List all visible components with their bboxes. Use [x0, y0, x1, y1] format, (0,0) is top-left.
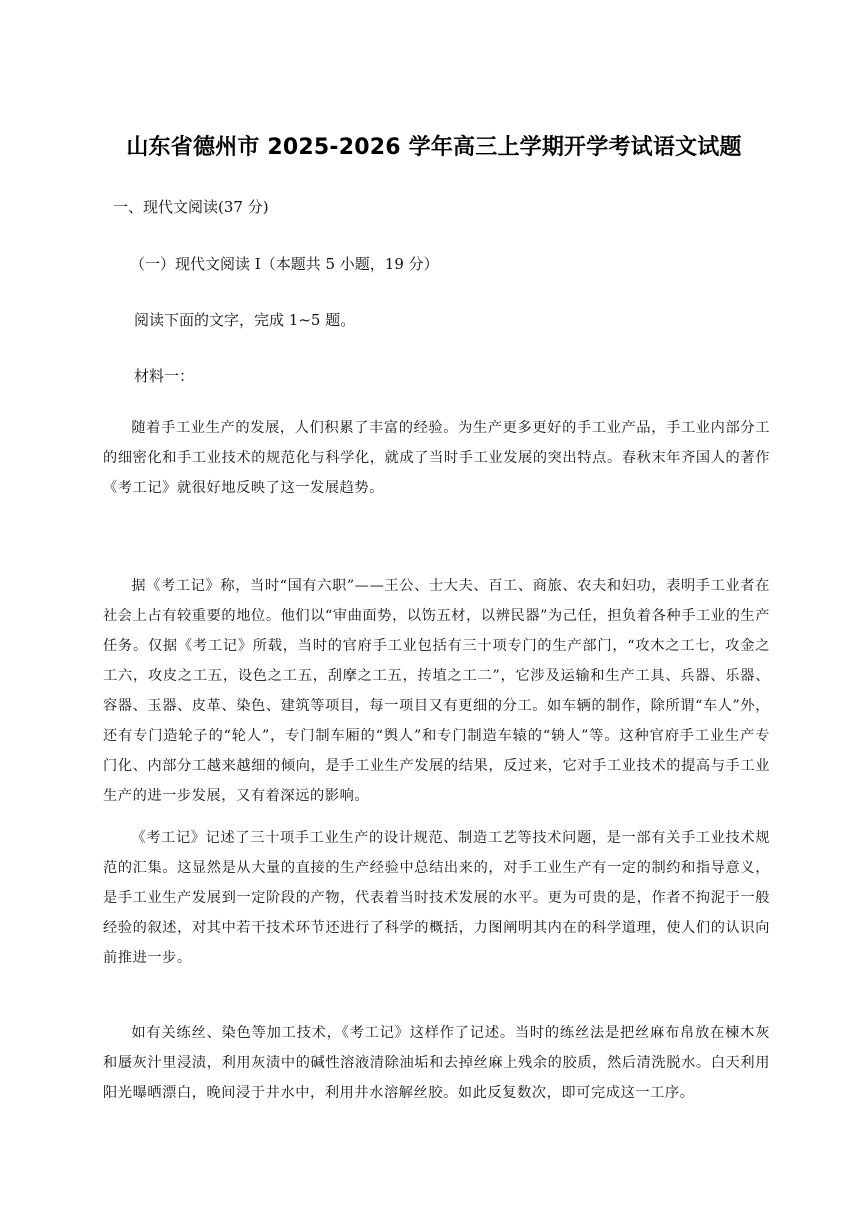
section-heading: 一、现代文阅读(37 分) [113, 198, 269, 216]
reading-instruction: 阅读下面的文字，完成 1~5 题。 [134, 311, 356, 329]
body-paragraph-3: 《考工记》记述了三十项手工业生产的设计规范、制造工艺等技术问题，是一部有关手工业技术规范的汇集。这显然是从大量的直接的生产经验中总结出来的，对手工业生产有一定的制约和指导意义，是手工业生产发展到一定阶段的产物，代表着当时技术发展的水平。更为可贵的是，作者不拘泥于一般经验的叙述，对其中若干技术环节还进行了科学的概括，力图阐明其内在的科学道理，使人们的认识向前推进一步。 [103, 830, 770, 966]
body-paragraph-1: 随着手工业生产的发展，人们积累了丰富的经验。为生产更多更好的手工业产品，手工业内部分工的细密化和手工业技术的规范化与科学化，就成了当时手工业发展的突出特点。春秋末年齐国人的著作《考工记》就很好地反映了这一发展趋势。 [103, 420, 770, 496]
body-paragraph-4: 如有关练丝、染色等加工技术，《考工记》这样作了记述。当时的练丝法是把丝麻布帛放在楝木灰和蜃灰汁里浸渍，利用灰渍中的碱性溶液清除油垢和去掉丝麻上残余的胶质，然后清洗脱水。白天利用阳光曝晒漂白，晚间浸于井水中，利用井水溶解丝胶。如此反复数次，即可完成这一工序。 [103, 1025, 770, 1101]
body-paragraph-2: 据《考工记》称，当时“国有六职”——王公、士大夫、百工、商旅、农夫和妇功，表明手工业者在社会上占有较重要的地位。他们以“审曲面势，以饬五材，以辨民器”为己任，担负着各种手工业的生产任务。仅据《考工记》所载，当时的官府手工业包括有三十项专门的生产部门，“攻木之工七，攻金之工六，攻皮之工五，设色之工五，刮摩之工五，抟埴之工二”，它涉及运输和生产工具、兵器、乐器、容器、玉器、皮革、染色、建筑等项目，每一项目又有更细的分工。如车辆的制作，除所谓“车人”外，还有专门造轮子的“轮人”，专门制车厢的“舆人”和专门制造车辕的“辀人”等。这种官府手工业生产专门化、内部分工越来越细的倾向，是手工业生产发展的结果，反过来，它对手工业技术的提高与手工业生产的进一步发展，又有着深远的影响。 [103, 578, 770, 804]
document-title: 山东省德州市 2025-2026 学年高三上学期开学考试语文试题 [126, 135, 742, 160]
material-label: 材料一： [134, 367, 195, 385]
subsection-heading: （一）现代文阅读 I（本题共 5 小题，19 分） [130, 255, 439, 273]
